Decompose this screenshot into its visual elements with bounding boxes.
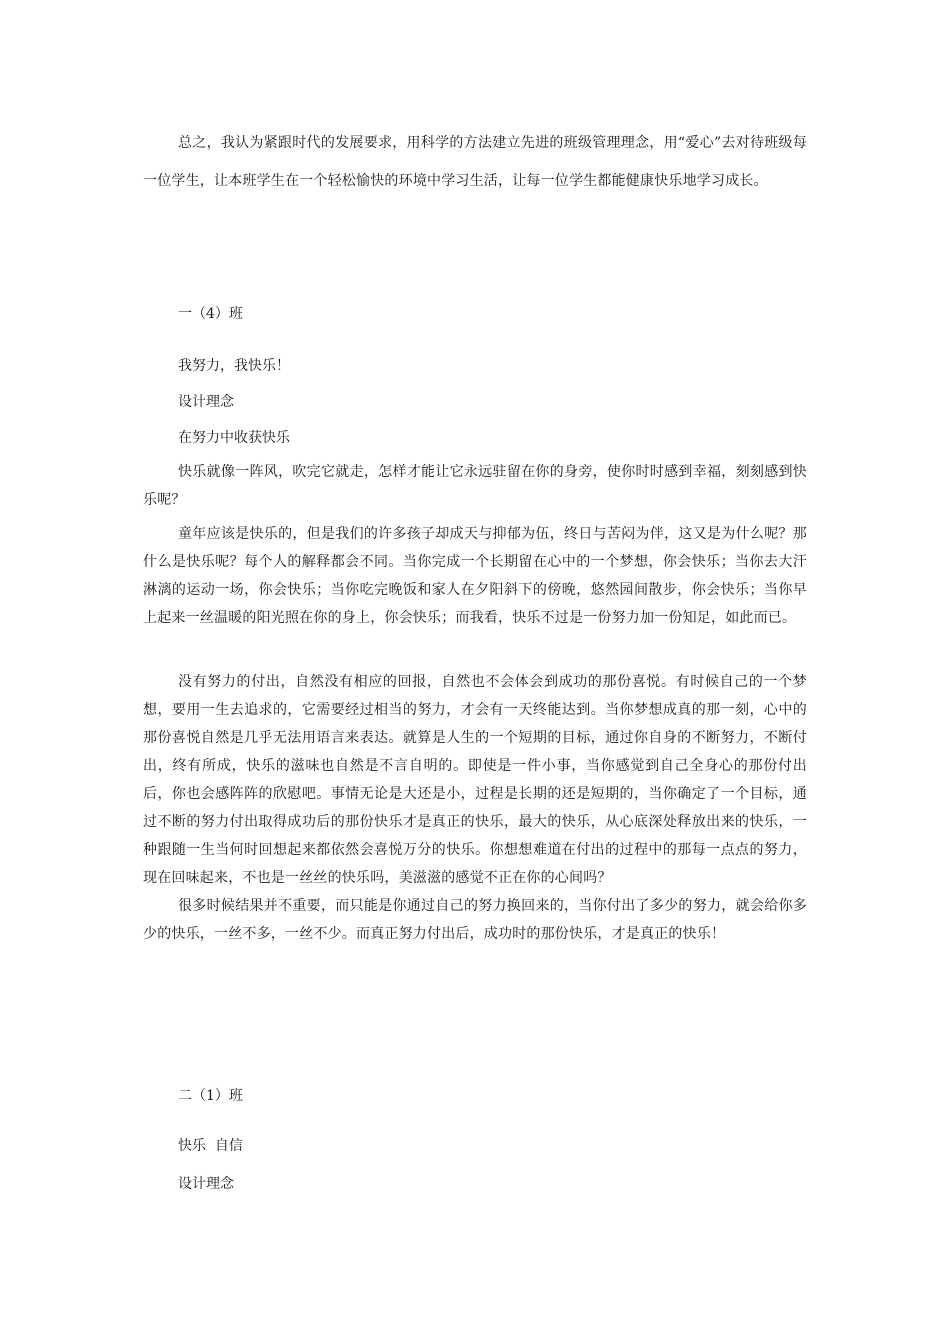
class-slogan-2-1: 快乐 自信 [178, 1138, 243, 1154]
class-name-2-1: 二（1）班 [178, 1088, 243, 1104]
paragraph-result: 很多时候结果并不重要，而只能是你通过自己的努力换回来的，当你付出了多少的努力，就会给你多少的快乐，一丝不多，一丝不少。而真正努力付出后，成功时的那份快乐，才是真正的快乐！ [143, 898, 807, 942]
class-name-1-4: 一（4）班 [178, 306, 243, 322]
paragraph-happiness-wind: 快乐就像一阵风，吹完它就走，怎样才能让它永远驻留在你的身旁，使你时时感到幸福，刻刻感到快乐呢？ [143, 464, 807, 508]
paragraph-effort: 没有努力的付出，自然没有相应的回报，自然也不会体会到成功的那份喜悦。有时候自己的一个梦想，要用一生去追求的，它需要经过相当的努力，才会有一天终能达到。当你梦想成真的那一刻，心中的那份喜悦自然是几乎无法用语言来表达。就算是人生的一个短期的目标，通过你自身的不断努力，不断付出，终有所成，快乐的滋味也自然是不言自明的。即使是一件小事，当你感觉到自己全身心的那份付出后，你也会感阵阵的欣慰吧。事情无论是大还是小，过程是长期的还是短期的，当你确定了一个目标，通过不断的努力付出取得成功后的那份快乐才是真正的快乐，最大的快乐，从心底深处释放出来的快乐，一种跟随一生当何时回想起来都依然会喜悦万分的快乐。你想想难道在付出的过程中的那每一点点的努力，现在回味起来，不也是一丝丝的快乐吗，美滋滋的感觉不正在你的心间吗？ [143, 674, 807, 886]
design-concept-heading-1-4: 设计理念 [178, 394, 234, 410]
design-concept-subtitle-1-4: 在努力中收获快乐 [178, 430, 290, 446]
design-concept-heading-2-1: 设计理念 [178, 1176, 234, 1192]
paragraph-childhood: 童年应该是快乐的，但是我们的许多孩子却成天与抑郁为伍，终日与苦闷为伴，这又是为什么呢？那什么是快乐呢？每个人的解释都会不同。当你完成一个长期留在心中的一个梦想，你会快乐；当你去大汗淋漓的运动一场，你会快乐；当你吃完晚饭和家人在夕阳斜下的傍晚，悠然园间散步，你会快乐；当你早上起来一丝温暖的阳光照在你的身上，你会快乐；而我看，快乐不过是一份努力加一份知足，如此而已。 [143, 526, 807, 626]
intro-paragraph: 总之，我认为紧跟时代的发展要求，用科学的方法建立先进的班级管理理念，用“爱心”去对待班级每一位学生，让本班学生在一个轻松愉快的环境中学习生活，让每一位学生都能健康快乐地学习成长。 [143, 135, 807, 189]
class-slogan-1-4: 我努力，我快乐！ [178, 358, 290, 374]
